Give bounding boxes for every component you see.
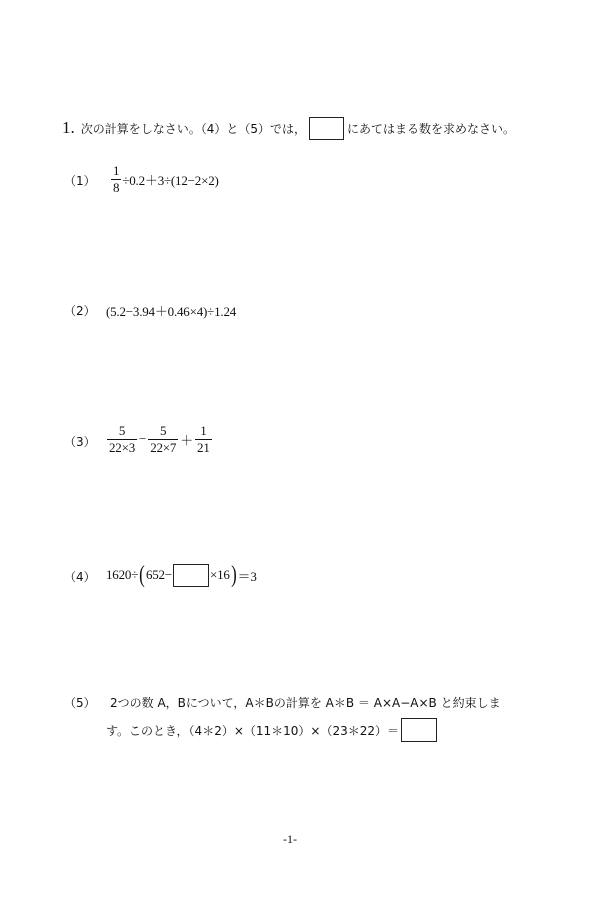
fraction-numerator: 5: [160, 423, 167, 438]
page-number: -1-: [283, 832, 297, 846]
problem-3-expression: [106, 424, 213, 454]
expression-inner-suffix: ×16: [209, 567, 230, 582]
expression-rest: ÷0.2＋3÷(12−2×2): [122, 172, 219, 188]
problem-5-line-2: [106, 718, 437, 742]
operator-plus: ＋: [180, 432, 194, 448]
problem-2-expression: (5.2−3.94＋0.46×4)÷1.24: [106, 304, 237, 319]
answer-box-4[interactable]: [173, 564, 209, 587]
fraction-3: [195, 424, 212, 454]
problem-4-label: （4）: [64, 570, 96, 584]
problem-2-label: （2）: [64, 304, 96, 318]
problem-5-line-2-text: す。このとき，（4＊2）×（11＊10）×（23＊22）＝: [106, 723, 400, 738]
problem-1-expression: [110, 164, 219, 194]
fraction-numerator: 5: [118, 423, 126, 438]
expression-prefix: 1620÷: [106, 567, 139, 582]
right-paren: ): [230, 562, 237, 588]
fraction-2: [148, 424, 178, 454]
fraction-denominator: 21: [197, 439, 210, 455]
answer-box-5[interactable]: [401, 718, 437, 742]
problem-4-expression: [106, 560, 257, 590]
problem-5-label: （5）: [64, 696, 96, 710]
problem-3-label: （3）: [64, 435, 96, 449]
question-number: 1.: [62, 118, 75, 137]
fraction-numerator: 1: [200, 423, 207, 438]
operator-minus: −: [139, 431, 147, 447]
fraction-denominator: 8: [113, 179, 120, 195]
instruction-text: 次の計算をしなさい。（4）と（5）では，: [80, 121, 307, 136]
expression-suffix: ＝3: [237, 568, 257, 584]
left-paren: (: [139, 562, 145, 588]
instruction-header: [62, 116, 515, 140]
fraction-1: [107, 424, 137, 454]
fraction: [111, 164, 121, 194]
expression-inner-prefix: 652−: [145, 567, 172, 582]
problem-1-label: （1）: [64, 174, 96, 188]
fraction-numerator: 1: [113, 163, 120, 178]
instruction-text-cont: にあてはまる数を求めなさい。: [347, 121, 516, 136]
fraction-denominator: 22×3: [109, 439, 136, 455]
answer-box-example: [309, 117, 344, 140]
problem-5-line-1: 2つの数 A，Bについて，A＊Bの計算を A＊B ＝ A×A−A×B と約束しま: [110, 696, 501, 710]
fraction-denominator: 22×7: [150, 439, 177, 455]
